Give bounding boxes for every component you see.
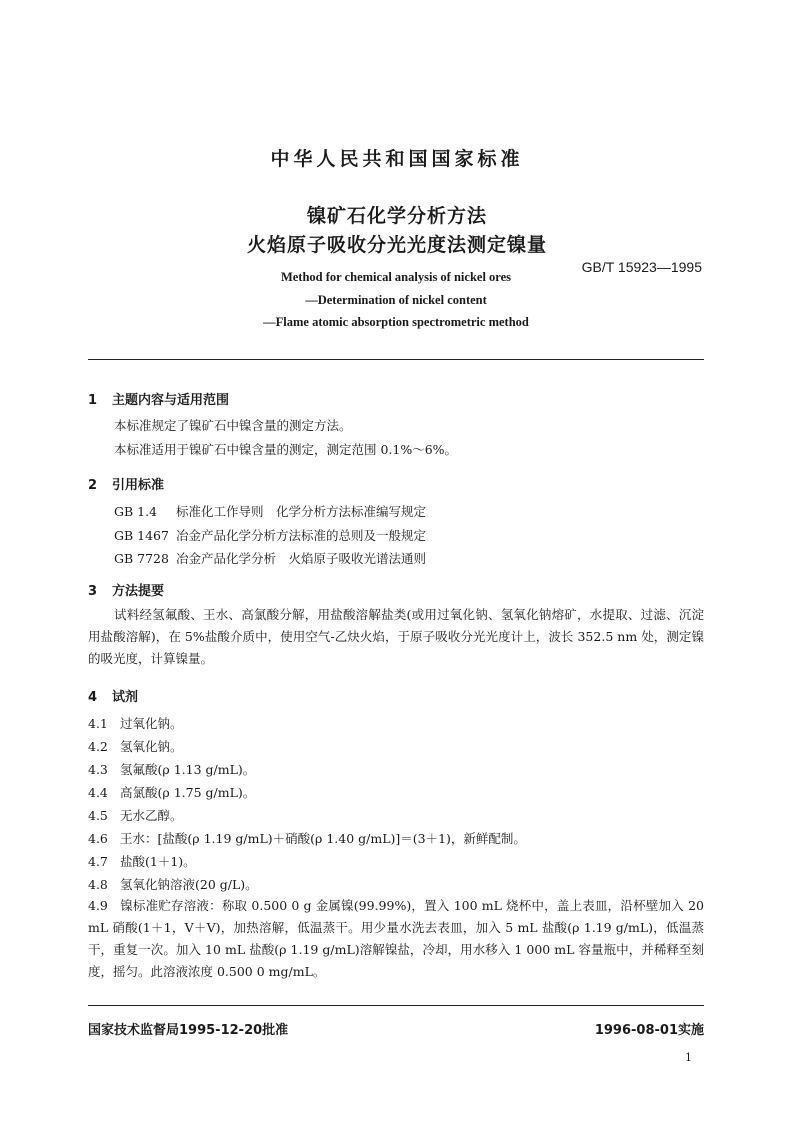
reagent-item	[88, 714, 183, 732]
item-4-9-text	[88, 895, 704, 983]
section-3-heading	[88, 580, 164, 599]
page-number: 1	[685, 1051, 692, 1064]
item-text: 高氯酸(ρ 1.75 g/mL)。	[120, 785, 256, 800]
section-number: 3	[88, 584, 98, 599]
title-zh-line1: 镍矿石化学分析方法	[306, 205, 487, 227]
reagent-item	[88, 760, 255, 778]
reference-code: GB 1.4	[114, 504, 158, 519]
item-number: 4.6	[88, 831, 108, 846]
section-title: 引用标准	[112, 478, 165, 493]
approval-date: 国家技术监督局1995-12-20批准	[88, 1023, 289, 1038]
section-number: 1	[88, 393, 98, 408]
paragraph-text: 试料经氢氟酸、王水、高氯酸分解，用盐酸溶解盐类(或用过氧化钠、氢氧化钠熔矿，水提取、过滤、沉淀用盐酸溶解)，在 5%盐酸介质中，使用空气-乙炔火焰，于原子吸收分光光度计上，波长 352.5 nm 处，测定镍的吸光度，计算镍量。	[88, 607, 704, 666]
item-text: 无水乙醇。	[120, 808, 183, 823]
item-text: 镍标准贮存溶液：称取 0.500 0 g 金属镍(99.99%)，置入 100 mL 烧杯中，盖上表皿，沿杯壁加入 20 mL 硝酸(1＋1，V＋V)，加热溶解，低温蒸干。用少量水洗去表皿，加入 5 mL 盐酸(ρ 1.19 g/mL)，低温蒸干，重复一次。加入 10 mL 盐酸(ρ 1.19 g/mL)溶解镍盐，冷却，用水移入 1 000 mL 容量瓶中，并稀释至刻度，摇匀。此溶液浓度 0.500 0 mg/mL。	[88, 898, 704, 979]
reference-item	[114, 549, 426, 567]
reference-text: 冶金产品化学分析方法标准的总则及一般规定	[176, 528, 427, 543]
footer-rule	[88, 1005, 704, 1006]
section-1-heading	[88, 389, 229, 408]
section-1-line-2: 本标准适用于镍矿石中镍含量的测定，测定范围 0.1%～6%。	[114, 442, 458, 457]
section-3-paragraph	[88, 604, 704, 670]
reference-text: 标准化工作导则 化学分析方法标准编写规定	[176, 504, 427, 519]
standard-name: 中华人民共和国国家标准	[270, 148, 524, 170]
title-zh-line2: 火焰原子吸收分光光度法测定镍量	[246, 234, 547, 256]
header-rule	[88, 359, 704, 360]
item-text: 氢氧化钠。	[120, 739, 183, 754]
reagent-item-4-9	[88, 895, 704, 983]
item-number: 4.9	[88, 898, 108, 913]
item-number: 4.8	[88, 877, 108, 892]
section-title: 主题内容与适用范围	[112, 393, 230, 408]
reagent-item	[88, 737, 183, 755]
section-title: 方法提要	[112, 584, 165, 599]
implementation-date: 1996-08-01实施	[594, 1023, 704, 1038]
item-number: 4.5	[88, 808, 108, 823]
item-number: 4.2	[88, 739, 108, 754]
item-text: 氢氧化钠溶液(20 g/L)。	[120, 877, 258, 892]
section-1-line-1: 本标准规定了镍矿石中镍含量的测定方法。	[114, 418, 352, 433]
item-text: 氢氟酸(ρ 1.13 g/mL)。	[120, 762, 256, 777]
standard-number: GB/T 15923—1995	[581, 259, 702, 275]
item-number: 4.3	[88, 762, 108, 777]
item-number: 4.7	[88, 854, 108, 869]
section-number: 2	[88, 478, 98, 493]
reagent-item	[88, 852, 196, 870]
reagent-item	[88, 783, 255, 801]
reference-item	[114, 502, 426, 520]
title-en-line1: Method for chemical analysis of nickel ores	[280, 270, 512, 284]
section-4-heading	[88, 686, 138, 705]
section-2-heading	[88, 474, 164, 493]
reference-code: GB 7728	[114, 551, 169, 566]
item-text: 过氧化钠。	[120, 716, 183, 731]
item-number: 4.4	[88, 785, 108, 800]
title-en-line2: —Determination of nickel content	[305, 293, 487, 307]
section-number: 4	[88, 690, 98, 705]
item-text: 王水：[盐酸(ρ 1.19 g/mL)＋硝酸(ρ 1.40 g/mL)]＝(3＋1)，新鲜配制。	[120, 831, 526, 846]
reagent-item	[88, 875, 258, 893]
section-title: 试剂	[112, 690, 139, 705]
title-en-line3: —Flame atomic absorption spectrometric method	[263, 315, 529, 329]
reference-item	[114, 526, 426, 544]
item-text: 盐酸(1＋1)。	[120, 854, 196, 869]
item-number: 4.1	[88, 716, 108, 731]
reagent-item	[88, 806, 183, 824]
reference-text: 冶金产品化学分析 火焰原子吸收光谱法通则	[176, 551, 427, 566]
reference-code: GB 1467	[114, 528, 169, 543]
reagent-item	[88, 829, 526, 847]
